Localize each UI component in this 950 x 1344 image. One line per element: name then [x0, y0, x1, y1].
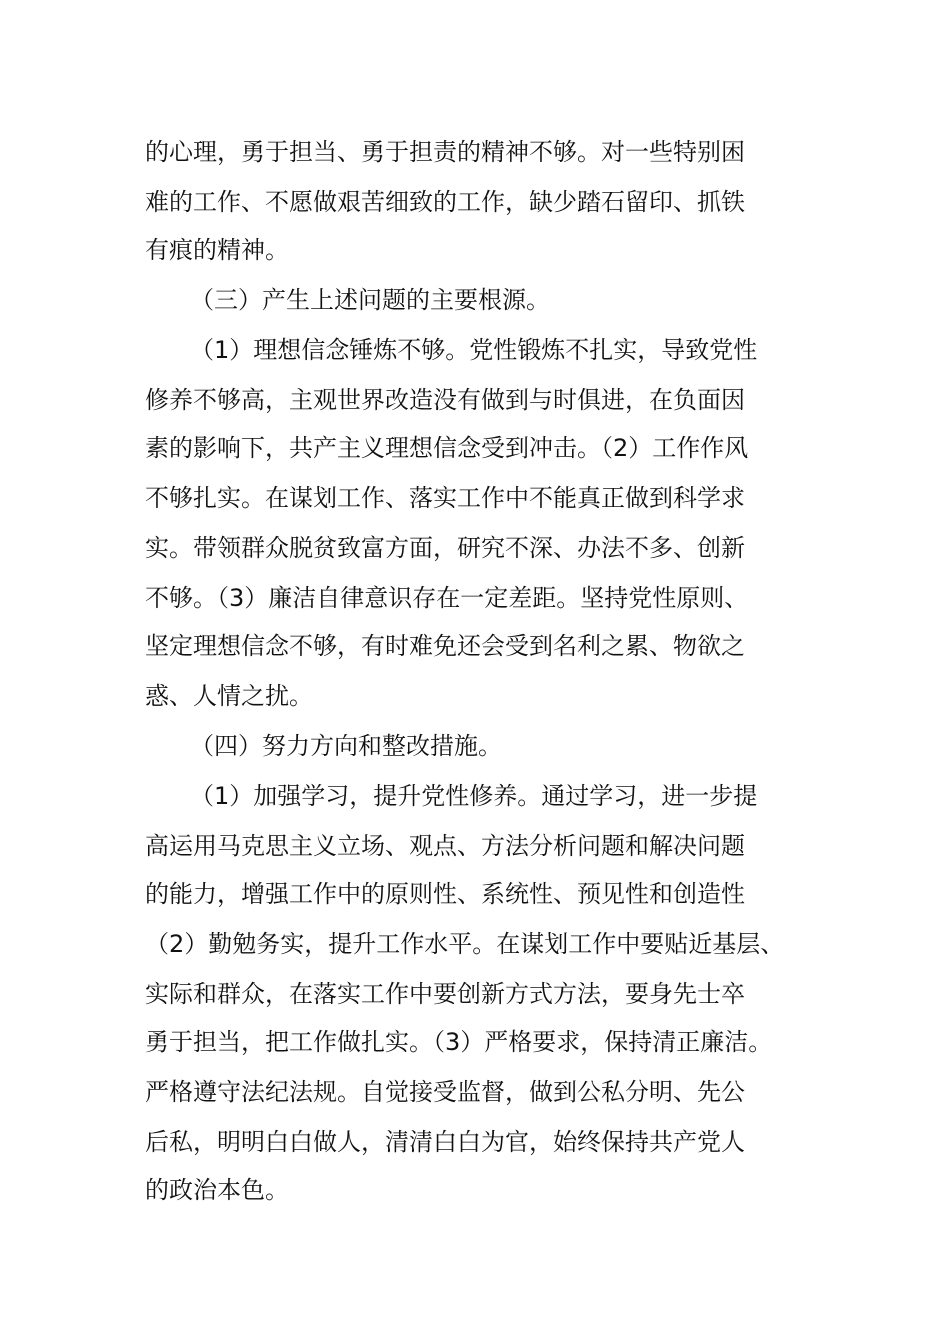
- text-line-15: 高运用马克思主义立场、观点、方法分析问题和解决问题: [145, 832, 745, 860]
- text-line-5: （1）理想信念锤炼不够。党性锻炼不扎实，导致党性: [190, 336, 758, 364]
- text-line-1: 的心理，勇于担当、勇于担责的精神不够。对一些特别困: [145, 138, 745, 166]
- text-line-2: 难的工作、不愿做艰苦细致的工作，缺少踏石留印、抓铁: [145, 188, 745, 216]
- text-line-7: 素的影响下，共产主义理想信念受到冲击。（2）工作作风: [145, 434, 749, 462]
- text-line-9: 实。带领群众脱贫致富方面，研究不深、办法不多、创新: [145, 534, 745, 562]
- text-line-12: 惑、人情之扰。: [145, 682, 313, 710]
- text-line-22: 的政治本色。: [145, 1176, 289, 1204]
- text-line-17: （2）勤勉务实，提升工作水平。在谋划工作中要贴近基层、: [145, 930, 785, 958]
- text-line-20: 严格遵守法纪法规。自觉接受监督，做到公私分明、先公: [145, 1078, 745, 1106]
- text-line-6: 修养不够高，主观世界改造没有做到与时俱进，在负面因: [145, 386, 745, 414]
- text-line-21: 后私，明明白白做人，清清白白为官，始终保持共产党人: [145, 1128, 745, 1156]
- text-line-8: 不够扎实。在谋划工作、落实工作中不能真正做到科学求: [145, 484, 745, 512]
- text-line-19: 勇于担当，把工作做扎实。（3）严格要求，保持清正廉洁。: [145, 1028, 773, 1056]
- section-heading-3: （三）产生上述问题的主要根源。: [190, 286, 550, 314]
- text-line-11: 坚定理想信念不够，有时难免还会受到名利之累、物欲之: [145, 632, 745, 660]
- text-line-14: （1）加强学习，提升党性修养。通过学习，进一步提: [190, 782, 758, 810]
- section-heading-4: （四）努力方向和整改措施。: [190, 732, 502, 760]
- text-line-3: 有痕的精神。: [145, 236, 289, 264]
- text-line-18: 实际和群众，在落实工作中要创新方式方法，要身先士卒: [145, 980, 745, 1008]
- text-line-10: 不够。（3）廉洁自律意识存在一定差距。坚持党性原则、: [145, 584, 749, 612]
- text-line-16: 的能力，增强工作中的原则性、系统性、预见性和创造性: [145, 880, 745, 908]
